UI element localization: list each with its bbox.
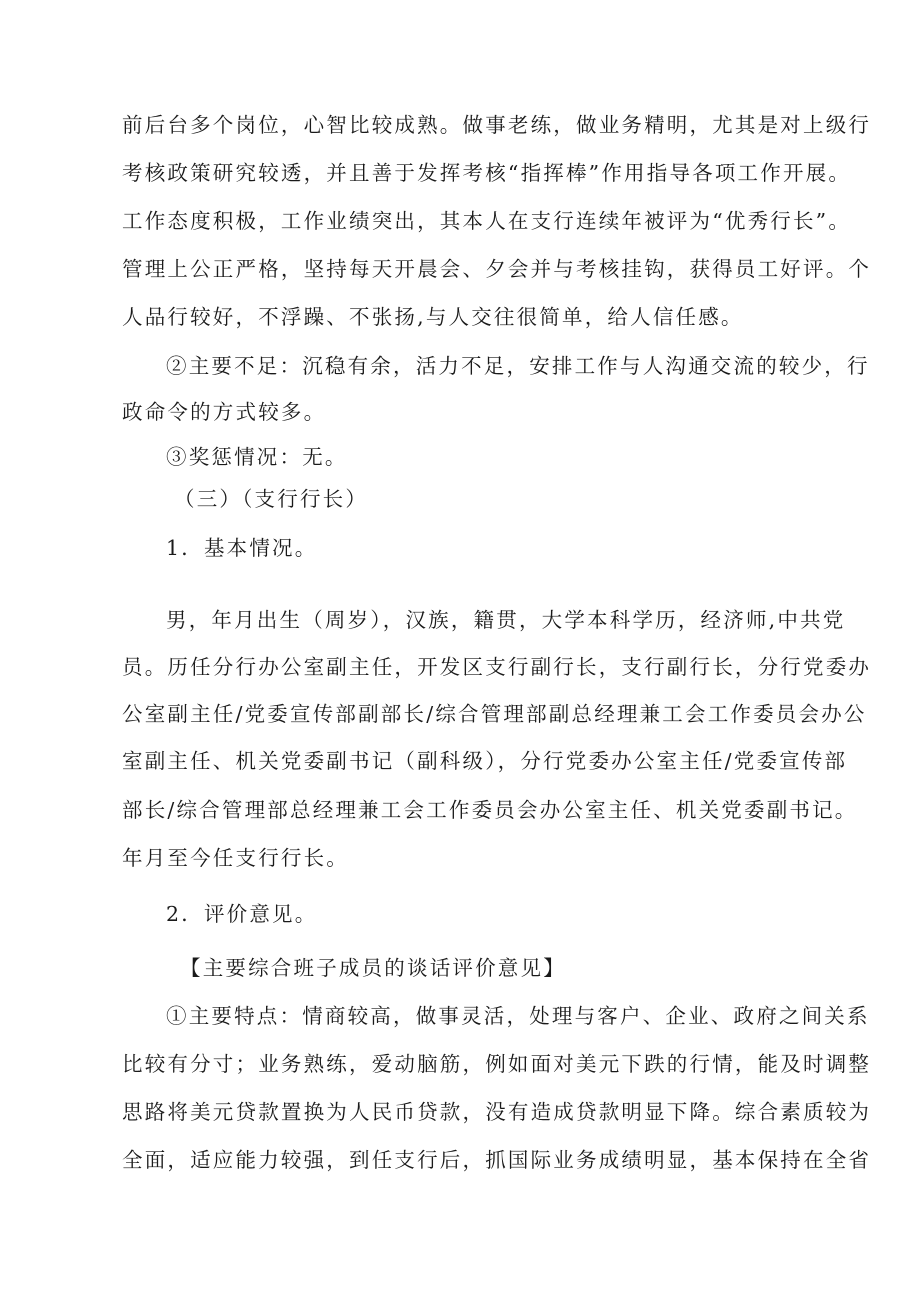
shortcoming-line: ②主要不足：沉稳有余，活力不足，安排工作与人沟通交流的较少，行: [166, 354, 870, 378]
profile-line: 年月至今任支行行长。: [122, 846, 349, 870]
paragraph-line: 考核政策研究较透，并且善于发挥考核“指挥棒”作用指导各项工作开展。: [122, 161, 852, 185]
bracket-heading: 【主要综合班子成员的谈话评价意见】: [180, 956, 566, 980]
paragraph-line: 前后台多个岗位，心智比较成熟。做事老练，做业务精明，尤其是对上级行: [122, 113, 872, 137]
profile-line: 员。历任分行办公室副主任，开发区支行副行长，支行副行长，分行党委办: [122, 655, 872, 679]
profile-line: 公室副主任/党委宣传部副部长/综合管理部副总经理兼工会工作委员会办公: [122, 702, 867, 726]
feature-line: 全面，适应能力较强，到任支行后，抓国际业务成绩明显，基本保持在全省: [122, 1148, 872, 1172]
feature-line: 比较有分寸；业务熟练，爱动脑筋，例如面对美元下跌的行情，能及时调整: [122, 1052, 872, 1076]
paragraph-line: 管理上公正严格，坚持每天开晨会、夕会并与考核挂钩，获得员工好评。个: [122, 257, 872, 281]
profile-line: 男，年月出生（周岁），汉族，籍贯，大学本科学历，经济师,中共党: [166, 608, 846, 632]
rewards-line: ③奖惩情况：无。: [166, 445, 348, 469]
profile-line: 室副主任、机关党委副书记（副科级），分行党委办公室主任/党委宣传部: [122, 749, 848, 773]
subsection-heading: 1．基本情况。: [166, 536, 318, 560]
paragraph-line: 工作态度积极，工作业绩突出，其本人在支行连续年被评为“优秀行长”。: [122, 209, 852, 233]
feature-line: 思路将美元贷款置换为人民币贷款，没有造成贷款明显下降。综合素质较为: [122, 1100, 872, 1124]
feature-line: ①主要特点：情商较高，做事灵活，处理与客户、企业、政府之间关系: [166, 1004, 870, 1028]
profile-line: 部长/综合管理部总经理兼工会工作委员会办公室主任、机关党委副书记。: [122, 798, 858, 822]
subsection-heading: 2．评价意见。: [166, 902, 318, 926]
shortcoming-line: 政命令的方式较多。: [122, 400, 327, 424]
paragraph-line: 人品行较好，不浮躁、不张扬,与人交往很简单，给人信任感。: [122, 305, 744, 329]
section-heading: （三）（支行行长）: [174, 487, 369, 511]
